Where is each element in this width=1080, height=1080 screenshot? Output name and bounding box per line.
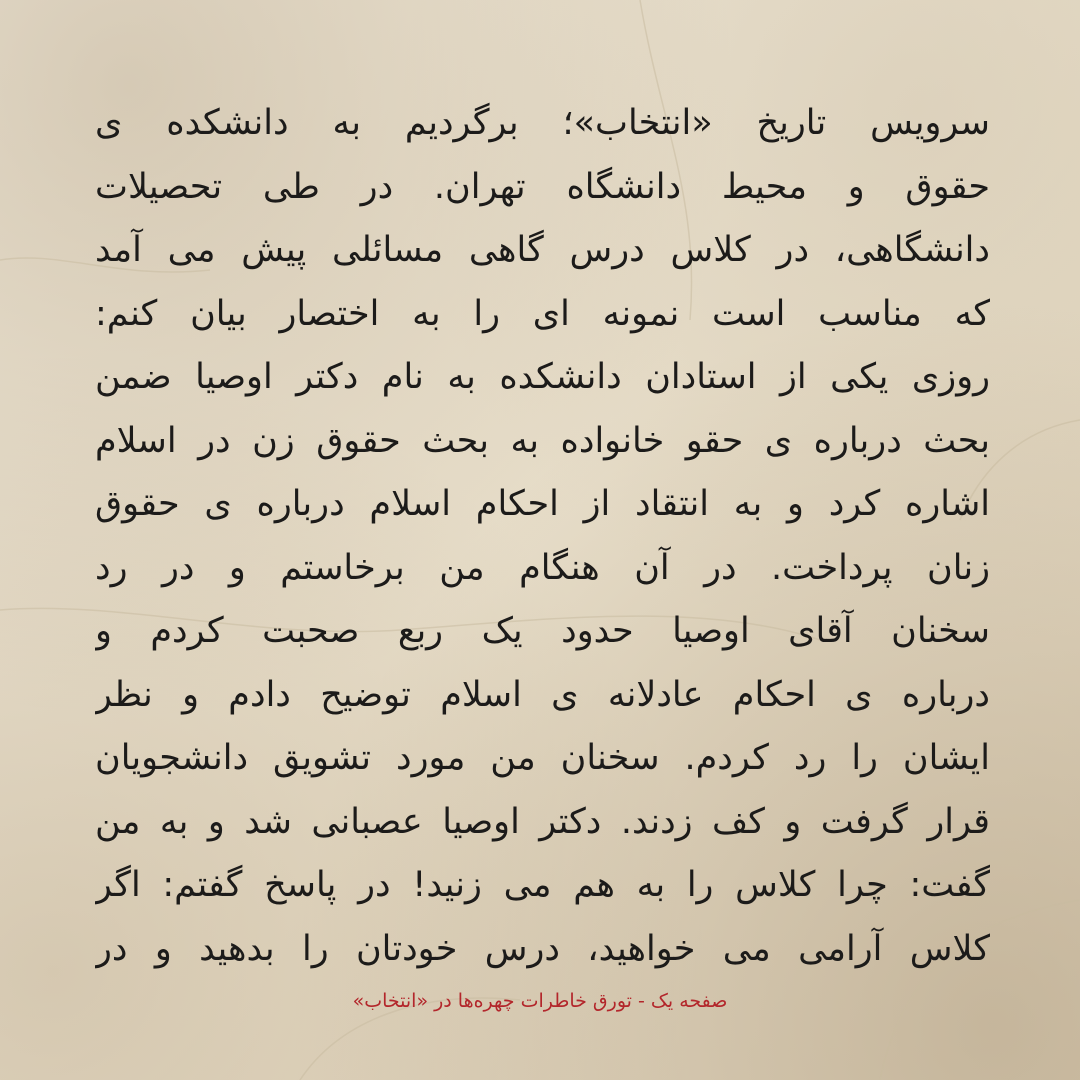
page-footer-caption: صفحه یک - تورق خاطرات چهره‌ها در «انتخاب»: [352, 990, 728, 1012]
text-line: بحث درباره ی حقو خانواده به بحث حقوق زن در اسلام: [95, 420, 990, 461]
text-line: سخنان آقای اوصیا حدود یک ربع صحبت کردم و: [95, 611, 990, 651]
text-line: سرویس تاریخ «انتخاب»؛ برگردیم به دانشکده ی: [95, 103, 990, 143]
memoir-body-text: [95, 92, 990, 981]
text-line: حقوق و محیط دانشگاه تهران. در طی تحصیلات: [95, 166, 990, 207]
text-line: روزی یکی از استادان دانشکده به نام دکتر اوصیا ضمن: [95, 357, 990, 397]
text-line: دانشگاهی، در کلاس درس گاهی مسائلی پیش می آمد: [95, 230, 990, 270]
text-line: که مناسب است نمونه ای را به اختصار بیان کنم:: [95, 293, 990, 334]
text-line: قرار گرفت و کف زدند. دکتر اوصیا عصبانی شد و به من: [95, 801, 990, 842]
text-line: کلاس آرامی می خواهید، درس خودتان را بدهید و در: [95, 928, 990, 969]
text-line: اشاره کرد و به انتقاد از احکام اسلام درباره ی حقوق: [95, 484, 990, 524]
text-line: زنان پرداخت. در آن هنگام من برخاستم و در رد: [95, 547, 990, 588]
text-line: ایشان را رد کردم. سخنان من مورد تشویق دانشجویان: [95, 738, 990, 778]
text-line: درباره ی احکام عادلانه ی اسلام توضیح دادم و نظر: [95, 674, 990, 715]
text-line: گفت: چرا کلاس را به هم می زنید! در پاسخ گفتم: اگر: [95, 865, 990, 905]
